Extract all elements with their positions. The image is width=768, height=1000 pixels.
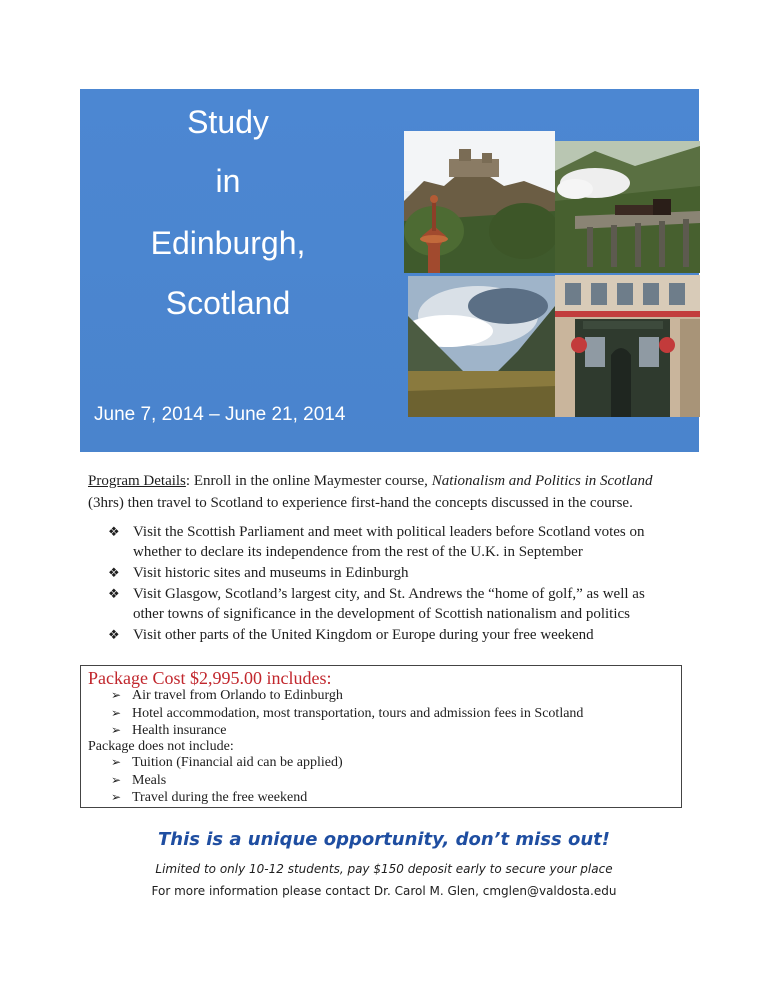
title-line-3: Edinburgh, (150, 225, 306, 261)
contact-line: For more information please contact Dr. Carol M. Glen, cmglen@valdosta.edu (151, 884, 617, 898)
title-line-2: in (215, 163, 241, 199)
intro-suffix: (3hrs) then travel to Scotland to experience first-hand the concepts discussed in the course. (88, 495, 633, 511)
course-title: Nationalism and Politics in Scotland (431, 473, 653, 489)
arrow-bullet-icon: ➢ (111, 772, 122, 787)
diamond-bullet-icon: ❖ (108, 586, 120, 601)
arrow-bullet-icon: ➢ (111, 723, 122, 737)
includes-list (111, 687, 583, 740)
arrow-bullet-icon: ➢ (111, 790, 122, 804)
list-item: ❖ Visit other parts of the United Kingdom or Europe during your free weekend (108, 627, 594, 643)
list-item: ➢ Tuition (Financial aid can be applied) (111, 755, 343, 770)
program-details-heading: Program Details (88, 473, 186, 489)
list-item: ❖ Visit historic sites and museums in Edinburgh (108, 565, 409, 581)
list-item: ❖ Visit the Scottish Parliament and meet with political leaders before Scotland votes on whether to declare its independence from the rest of the U.K. in September (108, 524, 645, 560)
list-item: ➢ Travel during the free weekend (111, 790, 308, 805)
pub-storefront-photo (555, 275, 700, 417)
arrow-bullet-icon: ➢ (111, 705, 122, 720)
call-to-action: This is a unique opportunity, don’t miss out! (158, 829, 610, 850)
castle-fountain-photo (404, 131, 555, 273)
excludes-list (111, 754, 343, 807)
steam-train-viaduct-photo (555, 141, 700, 273)
diamond-bullet-icon: ❖ (108, 627, 120, 642)
excludes-heading: Package does not include: (88, 739, 234, 754)
list-item: ➢ Health insurance (111, 723, 227, 738)
program-details (88, 470, 688, 514)
list-item: ➢ Meals (111, 772, 167, 788)
highland-glen-photo (408, 276, 555, 417)
diamond-bullet-icon: ❖ (108, 565, 120, 580)
header-banner (80, 89, 699, 452)
package-box (80, 665, 682, 808)
activities-list (108, 522, 678, 646)
program-dates: June 7, 2014 – June 21, 2014 (94, 404, 346, 425)
title-line-4: Scotland (165, 285, 291, 321)
enrollment-note: Limited to only 10-12 students, pay $150 deposit early to secure your place (155, 862, 613, 876)
list-item: ❖ Visit Glasgow, Scotland’s largest city, and St. Andrews the “home of golf,” as well as other towns of significance in the development of Scottish nationalism and politics (108, 586, 645, 622)
arrow-bullet-icon: ➢ (111, 688, 122, 702)
title-line-1: Study (187, 104, 269, 140)
intro-prefix: : Enroll in the online Maymester course, (185, 473, 432, 489)
package-cost-title: Package Cost $2,995.00 includes: (88, 668, 332, 688)
list-item: ➢ Air travel from Orlando to Edinburgh (111, 688, 343, 703)
arrow-bullet-icon: ➢ (111, 755, 122, 769)
diamond-bullet-icon: ❖ (108, 524, 120, 539)
list-item: ➢ Hotel accommodation, most transportation, tours and admission fees in Scotland (111, 705, 584, 721)
